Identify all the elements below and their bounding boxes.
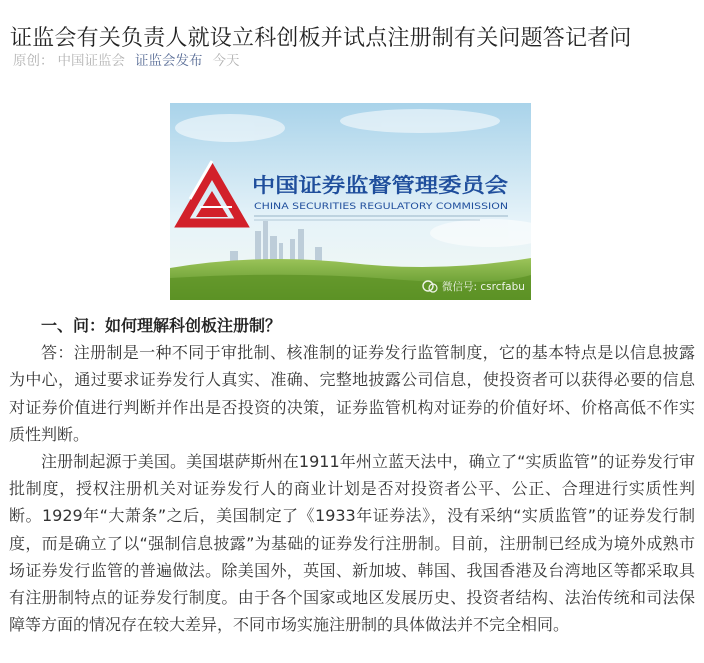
paragraph-origin: 注册制起源于美国。美国堪萨斯州在1911年州立蓝天法中，确立了“实质监管”的证券发行审批制度，授权注册机关对证券发行人的商业计划是否对投资者公平、公正、合理进行实质性判断。1929年“大萧条”之后，美国制定了《1933年证券法》，没有采纳“实质监管”的证券发行制度，而是确立了以“强制信息披露”为基础的证券发行注册制。目前，注册制已经成为境外成熟市场证券发行监管的普遍做法。除美国外，英国、新加坡、韩国、我国香港及台湾地区等都采取具有注册制特点的证券发行制度。由于各个国家或地区发展历史、投资者结构、法治传统和司法保障等方面的情况存在较大差异，不同市场实施注册制的具体做法并不完全相同。 bbox=[9, 452, 695, 635]
original-label: 原创： bbox=[13, 53, 54, 69]
section-heading: 一、问：如何理解科创板注册制？ bbox=[41, 316, 282, 335]
banner-org-en: CHINA SECURITIES REGULATORY COMMISSION bbox=[254, 202, 508, 212]
source-author: 中国证监会 bbox=[57, 53, 125, 69]
article-meta bbox=[13, 52, 240, 70]
paragraph-answer: 答：注册制是一种不同于审批制、核准制的证券发行监管制度，它的基本特点是以信息披露为中心，通过要求证券发行人真实、准确、完整地披露公司信息，使投资者可以获得必要的信息对证券价值进行判断并作出是否投资的决策，证券监管机构对证券的价值好坏、价格高低不作实质性判断。 bbox=[9, 343, 695, 444]
article-body bbox=[9, 312, 695, 638]
banner-image bbox=[170, 103, 531, 300]
account-link[interactable]: 证监会发布 bbox=[135, 53, 203, 69]
watermark-text: 微信号: csrcfabu bbox=[442, 281, 525, 293]
banner-org-cn: 中国证券监督管理委员会 bbox=[252, 173, 508, 197]
article-title: 证监会有关负责人就设立科创板并试点注册制有关问题答记者问 bbox=[10, 25, 632, 51]
publish-time: 今天 bbox=[212, 53, 240, 69]
